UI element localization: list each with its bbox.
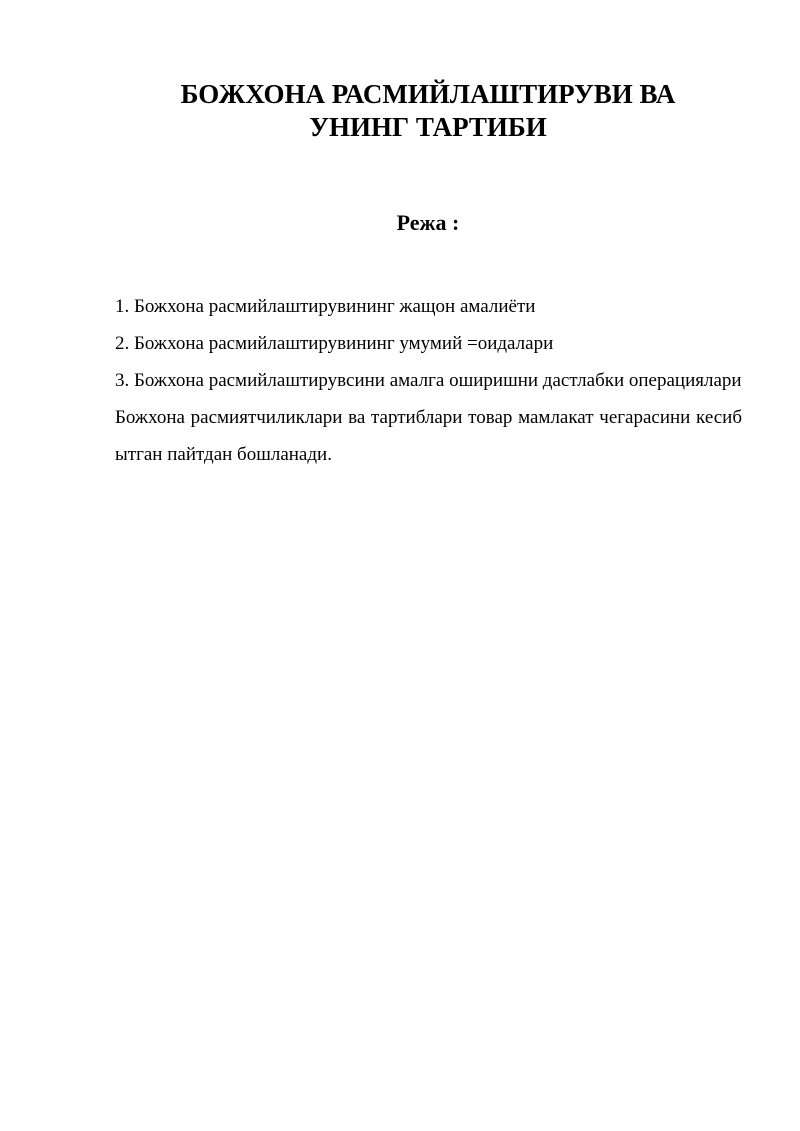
document-title-line-1: БОЖХОНА РАСМИЙЛАШТИРУВИ ВА <box>180 79 676 109</box>
plan-item-2: 2. Божхона расмийлаштирувининг умумий =оидалари <box>115 333 554 354</box>
plan-item-1: 1. Божхона расмийлаштирувининг жащон амалиёти <box>115 296 536 317</box>
document-body <box>115 288 742 473</box>
document-title <box>100 78 756 144</box>
intro-paragraph: Божхона расмиятчиликлари ва тартиблари товар мамлакат чегарасини кесиб ытган пайтдан бошланади. <box>115 407 742 465</box>
document-title-line-2: УНИНГ ТАРТИБИ <box>309 112 547 142</box>
plan-heading: Режа : <box>396 210 460 235</box>
plan-item-3: 3. Божхона расмийлаштирувсини амалга оширишни дастлабки операциялари <box>115 370 742 391</box>
